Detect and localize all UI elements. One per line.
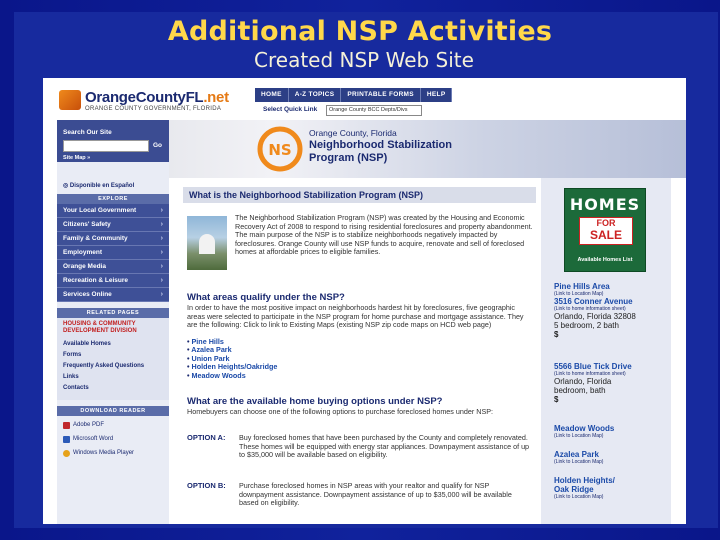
listing-meadow-woods: [554, 424, 666, 439]
chevron-right-icon: ›: [160, 291, 163, 298]
download-label: Windows Media Player: [73, 450, 135, 456]
listing-rooms: bedroom, bath: [554, 386, 606, 396]
site-logo[interactable]: [59, 88, 229, 118]
chevron-right-icon: ›: [160, 221, 163, 228]
area-link-azalea-park[interactable]: • Azalea Park: [187, 346, 277, 354]
related-contacts[interactable]: Contacts: [63, 385, 89, 391]
related-links[interactable]: Links: [63, 374, 79, 380]
chevron-right-icon: ›: [160, 263, 163, 270]
search-label: Search Our Site: [63, 129, 112, 136]
listing-name[interactable]: 5566 Blue Tick Drive: [554, 362, 632, 371]
website-screenshot: [43, 78, 686, 524]
related-pages: [57, 318, 169, 400]
nsp-logo-icon: [257, 126, 303, 172]
nav-a-z-topics[interactable]: A-Z TOPICS: [289, 88, 342, 102]
homes-word: HOMES: [569, 195, 641, 214]
listing-price: $: [554, 395, 559, 405]
download-label: Adobe PDF: [73, 422, 105, 428]
menu-item-label: Services Online: [63, 291, 112, 298]
quick-link-label: Select Quick Link: [263, 106, 318, 113]
main-title: What is the Neighborhood Stabilization Program (NSP): [183, 187, 536, 203]
listing-price: $: [554, 330, 559, 340]
chevron-right-icon: ›: [160, 207, 163, 214]
listing-name[interactable]: Azalea Park: [554, 450, 599, 459]
option-a-label: OPTION A:: [187, 433, 226, 442]
location-map-link[interactable]: (Link to Location Map): [554, 494, 604, 500]
menu-item-orange-media[interactable]: [57, 260, 169, 274]
download-adobe-pdf[interactable]: [57, 418, 169, 432]
listing-address[interactable]: 3516 Conner Avenue: [554, 297, 633, 306]
explore-menu: [57, 204, 169, 302]
areas-heading: What areas qualify under the NSP?: [187, 292, 345, 303]
for-word: FOR: [596, 218, 616, 228]
nsp-banner: [169, 120, 686, 178]
quick-link-select[interactable]: Orange County BCC Depts/Divs: [326, 105, 422, 116]
courthouse-photo: [187, 216, 227, 270]
search-panel: [57, 120, 169, 162]
options-paragraph: Homebuyers can choose one of the following options to purchase foreclosed homes under NSP:: [187, 407, 494, 416]
site-header: [43, 78, 686, 120]
site-map-link[interactable]: Site Map »: [63, 155, 91, 161]
menu-item-label: Citizens' Safety: [63, 221, 111, 228]
download-list: [57, 418, 169, 460]
related-faq[interactable]: Frequently Asked Questions: [63, 363, 145, 369]
option-a-text: Buy foreclosed homes that have been purchased by the County and completely renovated. These homes will be equipped with energy star appliances. Downpayment assistance of up to $35,000 will be available based on eligibility.: [239, 433, 530, 460]
globe-icon: ◎: [63, 183, 70, 189]
left-sidebar: [57, 120, 169, 524]
banner-program-line2: Program (NSP): [309, 152, 388, 164]
search-go-button[interactable]: Go: [153, 142, 163, 149]
pdf-icon: [63, 422, 70, 429]
home-info-link[interactable]: (Link to home information sheet): [554, 371, 626, 377]
dome-shape: [199, 234, 215, 254]
related-pages-header: RELATED PAGES: [57, 308, 169, 318]
listing-pine-hills: [554, 282, 666, 340]
option-a: [187, 434, 532, 464]
menu-item-label: Recreation & Leisure: [63, 277, 129, 284]
for-sale-sign: [579, 217, 633, 245]
nav-printable-forms[interactable]: PRINTABLE FORMS: [341, 88, 421, 102]
area-link-meadow-woods[interactable]: • Meadow Woods: [187, 372, 277, 380]
logo-suffix: .net: [203, 89, 229, 106]
area-link-union-park[interactable]: • Union Park: [187, 355, 277, 363]
options-heading: What are the available home buying options under NSP?: [187, 396, 443, 407]
logo-subtitle: ORANGE COUNTY GOVERNMENT, FLORIDA: [85, 106, 222, 112]
download-label: Microsoft Word: [73, 436, 114, 442]
menu-item-citizens-safety[interactable]: [57, 218, 169, 232]
option-b-label: OPTION B:: [187, 481, 226, 490]
espanol-label: Disponible en Español: [69, 183, 135, 189]
explore-header: EXPLORE: [57, 194, 169, 204]
option-b-text: Purchase foreclosed homes in NSP areas with your realtor and qualify for NSP downpayment assistance. Downpayment assistance of up to $35,000 will be available based on eligibility.: [239, 481, 512, 508]
menu-item-services-online[interactable]: [57, 288, 169, 302]
chevron-right-icon: ›: [160, 249, 163, 256]
menu-item-label: Your Local Government: [63, 207, 137, 214]
nav-help[interactable]: HELP: [421, 88, 453, 102]
related-available-homes[interactable]: Available Homes: [63, 341, 111, 347]
download-microsoft-word[interactable]: [57, 432, 169, 446]
top-nav: [255, 88, 452, 102]
location-map-link[interactable]: (Link to Location Map): [554, 291, 604, 297]
listing-blue-tick: [554, 362, 666, 405]
download-reader-header: DOWNLOAD READER: [57, 406, 169, 416]
listing-name[interactable]: Pine Hills Area: [554, 282, 610, 291]
areas-paragraph: In order to have the most positive impact on neighborhoods hardest hit by foreclosures, five geographic areas were selected to participate in the NSP program for home purchase and mortgage assistance. They are the following: Click to link to Existing Maps (existing NSP zip code maps on HCD web page): [187, 303, 524, 330]
espanol-link[interactable]: [63, 182, 134, 189]
listing-name[interactable]: Holden Heights/ Oak Ridge: [554, 476, 615, 494]
sale-word: SALE: [589, 228, 622, 242]
listing-city: Orlando, Florida 32808: [554, 312, 636, 321]
media-player-icon: [63, 450, 70, 457]
listing-name[interactable]: Meadow Woods: [554, 424, 615, 433]
orange-logo-icon: [59, 90, 81, 110]
menu-item-label: Employment: [63, 249, 103, 256]
intro-paragraph: The Neighborhood Stabilization Program (NSP) was created by the Housing and Economic Recovery Act of 2008 to respond to rising residential foreclosures and property abandonment. The main purpose of the NSP is to stabilize neighborhoods negatively impacted by foreclosures. Orange County will use NSP funds to acquire, renovate and sell of foreclosed homes at affordable prices to eligible families.: [235, 213, 533, 257]
area-link-pine-hills[interactable]: • Pine Hills: [187, 338, 277, 346]
areas-list: [187, 338, 277, 380]
download-media-player[interactable]: [57, 446, 169, 460]
right-sidebar: [541, 178, 671, 524]
menu-item-family-community[interactable]: [57, 232, 169, 246]
nav-home[interactable]: HOME: [255, 88, 289, 102]
menu-item-recreation[interactable]: [57, 274, 169, 288]
home-info-link[interactable]: (Link to home information sheet): [554, 306, 626, 312]
logo-text: OrangeCountyFL: [85, 89, 204, 106]
area-link-holden-heights[interactable]: • Holden Heights/Oakridge: [187, 363, 277, 371]
chevron-right-icon: ›: [160, 235, 163, 242]
homes-list-label: Available Homes List: [577, 257, 633, 263]
menu-item-local-government[interactable]: [57, 204, 169, 218]
menu-item-label: Orange Media: [63, 263, 106, 270]
svg-text:NS: NS: [268, 141, 292, 159]
banner-org: Orange County, Florida: [309, 128, 397, 138]
homes-for-sale-card[interactable]: [564, 188, 646, 272]
listing-rooms: 5 bedroom, 2 bath: [554, 321, 619, 331]
slide-title: Additional NSP Activities: [167, 16, 553, 47]
banner-program-line1: Neighborhood Stabilization: [309, 139, 452, 151]
related-forms[interactable]: Forms: [63, 352, 82, 358]
listing-city: Orlando, Florida: [554, 377, 612, 386]
word-icon: [63, 436, 70, 443]
menu-item-employment[interactable]: [57, 246, 169, 260]
listing-holden-heights: [554, 476, 626, 500]
menu-item-label: Family & Community: [63, 235, 128, 242]
option-b: [187, 482, 532, 512]
location-map-link[interactable]: (Link to Location Map): [554, 459, 604, 465]
related-title: HOUSING & COMMUNITY DEVELOPMENT DIVISION: [63, 321, 137, 334]
chevron-right-icon: ›: [160, 277, 163, 284]
slide-subtitle: Created NSP Web Site: [254, 48, 474, 72]
search-input[interactable]: [63, 140, 149, 152]
listing-azalea-park: [554, 450, 666, 465]
location-map-link[interactable]: (Link to Location Map): [554, 433, 604, 439]
